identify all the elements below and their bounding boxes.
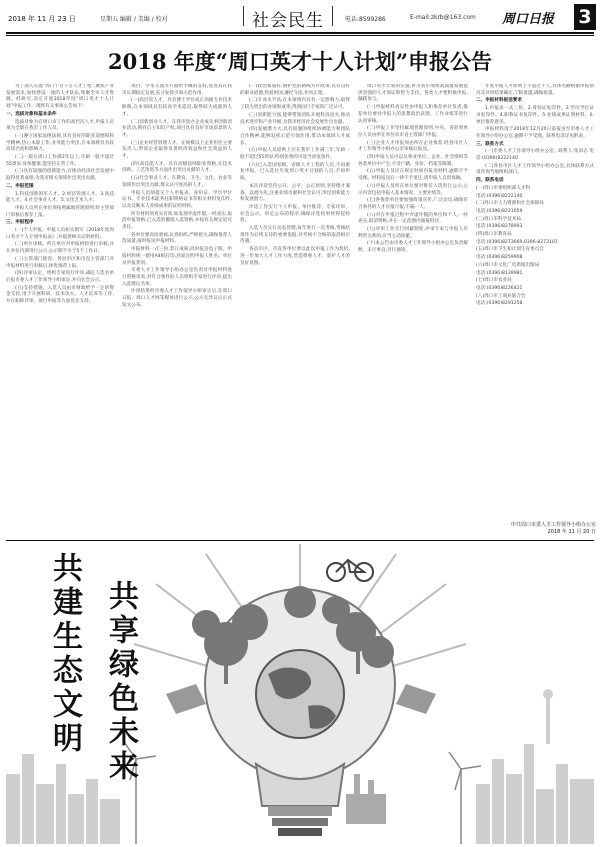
body-paragraph: (九)评审工作实行回避制度,评审专家与申报人有利害关系的,应当主动回避。 <box>358 227 468 239</box>
header-rule <box>6 32 594 34</box>
slogan-left: 共建生态文明 <box>47 552 82 756</box>
body-paragraph: (二)一般在周口工作满3年以上,年龄一般不超过55周岁,身体健康,能坚持正常工作。 <box>6 155 114 167</box>
article-headline: 2018 年度“周口英才十人计划”申报公告 <box>108 49 492 74</box>
contact-phone: 电话:8599286 <box>345 16 386 23</box>
contact-line: (七)周口市农业局 <box>476 278 512 284</box>
body-paragraph: (二)各县市区人才工作领导小组办公室,具体联系方式请咨询当地组织部门。 <box>476 163 594 176</box>
body-paragraph: 入选人员实行动态管理,每年进行一次考核,考核结果作为后续支持的重要依据,对考核不合格的取消相应待遇。 <box>240 226 350 245</box>
globe-icon <box>256 650 344 738</box>
article-column-1 <box>6 84 114 539</box>
body-paragraph: 选拔对象为在周口市工作的高层次人才,申报人员须为全职在我市工作人员。 <box>6 119 114 132</box>
body-paragraph: 本次评选坚持公开、公平、公正原则,坚持德才兼备、以德为先,注重业绩贡献和社会认可,突出创新能力和发展潜力。 <box>240 183 350 203</box>
contact-line: (二)周口市人力资源和社会保障局 <box>476 201 544 207</box>
body-paragraph: (三)企业人才申报须由所在企业推荐,经县市区人才工作领导小组办公室审核后报送。 <box>358 140 468 153</box>
section-subheading: 二、申报材料报送要求 <box>476 98 522 104</box>
body-paragraph: (五)社会事业人才。在教育、卫生、文化、农业等领域作出突出贡献,群众认可度高的人才。 <box>122 176 232 188</box>
bicycle-icon <box>327 560 373 581</box>
body-paragraph: (五)支持措施。入选人员由市财政给予一定的资金支持,用于开展科研、技术攻关、人才培养等工作,并在职称评审、项目申报等方面优先支持。 <box>6 285 114 305</box>
editor-credits: 星期五 编辑 / 美编 / 校对 <box>100 16 168 23</box>
section-subheading: 三、联系方式 <box>476 141 504 147</box>
article-column-2 <box>122 84 232 539</box>
body-paragraph: 项目、学术交流等方面给予倾斜支持,促进其在我市长期稳定发展,充分发挥引领示范作用。 <box>122 84 232 96</box>
body-paragraph: 申报材料请于2018年12月20日前报送至市委人才工作领导小组办公室,逾期不予受理。联系电话详见附表。 <box>476 127 594 139</box>
body-paragraph: (十)本公告由市委人才工作领导小组办公室负责解释。未尽事宜,另行通知。 <box>358 241 468 254</box>
body-paragraph: (一)市委人才工作领导小组办公室。联系人:张同志 电话:(0396)8222140 <box>476 149 594 162</box>
contact-line: (六)周口市文化广电新闻出版局 <box>476 262 540 268</box>
body-paragraph: (二)申报工作坚持属地管理原则,中央、省驻周单位人员由所在单位向市直主管部门申报。 <box>358 126 468 138</box>
body-paragraph: (一)个人申报。申报人员如实填写《2018年度周口英才十人计划申报表》,并提供相关证明材料。 <box>6 228 114 240</box>
body-paragraph: (一)遵守国家法律法规,具有良好的职业道德和科学精神,热心本职工作,业务能力突出,在本领域具有较高知名度和影响力。 <box>6 133 114 153</box>
body-paragraph: (三)创新能力强,能够带领团队开展科技攻关,推动技术进步和产业升级,为我市经济社会发展作出贡献。 <box>240 112 350 125</box>
section-title: 社会民生 <box>243 6 333 26</box>
contact-line: (五)周口市卫生和计划生育委员会 <box>476 247 544 253</box>
body-paragraph: (五)申报人员应在规定时间内报送材料,逾期不予受理。材料报送后一律不予退还,请申报人自留底稿。 <box>358 169 468 182</box>
factory-icon <box>346 774 386 824</box>
body-paragraph: 申报人员所在单位须按照属地管理原则,经主管部门审核后推荐上报。 <box>6 205 114 218</box>
body-paragraph: (三)具有较强的创新能力,在推动经济社会发展中取得显著成绩,为我市相关领域作出突出贡献。 <box>6 169 114 182</box>
page-header <box>0 0 600 34</box>
body-paragraph: 评审结果经市委人才工作领导小组审定后,在周口日报、周口人才网等媒体进行公示,公示无异议后正式发文公布。 <box>122 289 232 308</box>
article-column-3 <box>240 84 350 539</box>
body-paragraph: 评选工作实行个人申报、单位推荐、专家评审、社会公示、审定公布的程序,确保评选结果经得起检验。 <box>240 204 350 224</box>
body-paragraph: 市委人才工作领导小组办公室负责对申报材料进行资格审查,对符合条件的人员组织专家进行评审,提出入选建议名单。 <box>122 268 232 287</box>
body-paragraph: (四)高技能人才。具有高级技师职业资格,在技术创新、工艺改进等方面作出突出贡献的人才。 <box>122 161 232 174</box>
contact-line: (四)周口市教育局 <box>476 232 512 238</box>
body-paragraph: (二)专业水平高,在本领域内具有一定影响力,取得了较为突出的业绩和成果,得到同行专家的广泛认可。 <box>240 98 350 111</box>
contact-line: 电话:(0396)8259908 <box>476 255 523 261</box>
city-skyline-right <box>476 689 594 844</box>
contact-line: 电话:(0396)8139981 <box>476 270 523 276</box>
body-paragraph: 申报材料一式三份,装订成册,同时报送电子版。申报材料统一使用A4纸打印,封面注明申报人姓名、单位及申报类别。 <box>122 247 232 266</box>
body-paragraph: 所有材料须真实有效,如发现弄虚作假,一经查实,取消申报资格,已入选的撤销入选资格,并按有关规定追究责任。 <box>122 211 232 231</box>
section-subheading: 二、申报范围 <box>6 183 34 189</box>
body-paragraph: (一)政治素质好,拥护党的路线方针政策,具有良好的职业道德,热爱祖国,遵纪守法,作风正派。 <box>240 84 350 96</box>
body-paragraph: (二)创新创业人才。在我市创办企业或从事创新创业活动,拥有自主知识产权,项目具有良好市场前景的人才。 <box>122 119 232 138</box>
contact-line: 电话:(0396)8278903 <box>476 224 523 230</box>
section-subheading: 四、联系电话 <box>476 178 504 184</box>
body-paragraph: 1.申报表一式三份。2.身份证复印件。3.学历学位证书复印件。4.职称证书复印件。5.业绩成果证明材料。6.单位推荐意见。 <box>476 106 594 125</box>
article-signoff <box>488 522 596 536</box>
contact-line: (八)周口市工商业联合会 <box>476 293 526 299</box>
slogan-right: 共享绿色未来 <box>103 580 138 784</box>
signoff-org: 中共周口市委人才工作领导小组办公室 <box>510 522 596 528</box>
contact-line: 电话:(0396)8221059 <box>476 208 523 214</box>
body-paragraph: (四)评审认定。组织专家进行评审,确定人选名单后报市委人才工作领导小组审定,并向社会公示。 <box>6 271 114 283</box>
body-paragraph: 申报人员须提交个人申报表、身份证、学历学位证书、专业技术职务任职资格证书等相关材料复印件,以及反映本人业绩成果的证明材料。 <box>122 190 232 209</box>
newspaper-masthead: 周口日报 <box>502 12 555 27</box>
body-paragraph: 年度申报人才原则上不超过十人,具体名额根据申报情况及评审结果确定,宁缺毋滥,确保质量。 <box>476 84 594 96</box>
article-column-4 <box>358 84 468 539</box>
body-paragraph: (六)申报人员所在单位要对推荐人选进行公示,公示内容包括申报人基本情况、主要业绩等。 <box>358 183 468 196</box>
body-paragraph: 各县市区、市直各单位要以此次申报工作为契机,进一步加大人才工作力度,营造尊重人才、爱护人才的良好氛围。 <box>240 247 350 266</box>
body-paragraph: 各单位要高度重视,认真组织,严格把关,确保推荐人选质量,按时报送申报材料。 <box>122 232 232 245</box>
poster-divider <box>6 540 594 541</box>
body-paragraph: 周口英才计划的实施,将为我市加快高质量发展提供坚强的人才保证和智力支持。各类人才要积极申报,踊跃参与。 <box>358 84 468 103</box>
body-paragraph: (八)对在申报过程中弄虚作假的单位和个人,一经查实,取消资格,并在一定范围内通报批评。 <box>358 212 468 225</box>
body-paragraph: (四)申报人员可以从事业单位、企业、社会组织等各类单位中产生,不受户籍、身份、档案等限制。 <box>358 155 468 167</box>
contact-line: (一)周口市委组织部人才科 <box>476 185 531 191</box>
body-paragraph: (五)申报人员原则上应在我市工作满三年,年龄一般不超过55周岁,特别优秀的可适当放宽条件。 <box>240 148 350 161</box>
signoff-date: 2018 年 11 月 20 日 <box>547 529 596 535</box>
page-number: 3 <box>574 4 596 30</box>
header-rule-thin <box>6 35 594 36</box>
contact-line: 电话:(0396)8291258 <box>476 301 523 307</box>
section-subheading: 一、选拔对象和基本条件 <box>6 111 57 117</box>
eco-poster <box>6 544 594 844</box>
body-paragraph: (七)各推荐单位要加强政策宣传,广泛动员,确保符合条件的人才应报尽报,不漏一人。 <box>358 198 468 210</box>
body-paragraph: (一)高层次人才。具有博士学位或正高级专业技术职称,在本领域具有较高学术造诣,取得较大成就的人才。 <box>122 98 232 117</box>
body-paragraph: (二)单位审核。所在单位对申报材料进行审核,并在单位内部进行公示,公示期不少于5个工作日。 <box>6 242 114 255</box>
body-paragraph: (六)已入选国家级、省级人才工程的人员,不再重复申报。已入选往年度周口英才计划的人员,不再申报。 <box>240 162 350 182</box>
body-paragraph: 1.科技创新领军人才。2.经济管理人才。3.高技能人才。4.社会事业人才。5.文化艺术人才。 <box>6 191 114 204</box>
contact-line: 电话:(0396)8226421 <box>476 285 523 291</box>
contact-line: 电话:(0396)8222140 <box>476 193 523 199</box>
body-paragraph: (一)申报材料真实性由申报人和推荐单位负责,推荐单位要对申报人的思想政治表现、工作业绩等进行认真审核。 <box>358 105 468 124</box>
contact-line: 电话:(0396)8273669,0396-8273107 <box>476 239 558 245</box>
lightbulb-illustration <box>6 544 594 844</box>
body-paragraph: (三)主管部门推荐。各县市区和市直主管部门对申报材料进行审核后,择优推荐上报。 <box>6 256 114 269</box>
article-column-5 <box>476 84 594 516</box>
body-paragraph: (三)企业经营管理人才。在规模以上企业担任主要负责人,带领企业取得显著经济效益和社会效益的人才。 <box>122 140 232 160</box>
contact-email: E-mail:zkrb@163.com <box>410 14 476 21</box>
body-paragraph: (四)发展潜力大,具有较强的组织协调能力和团队合作精神,能够发挥示范引领作用,带动本领域人才成长。 <box>240 127 350 146</box>
body-paragraph: 为了深入实施“周口十百千万人才工程”,聚焦产业发展需求,加快建设一流的人才队伍,集聚全市人才资源。经研究,决定开展2018年度“周口英才十人计划”申报工作。现将有关事项公告如下: <box>6 84 114 110</box>
issue-date: 2018 年 11 月 23 日 <box>8 15 76 23</box>
contact-line: (三)周口市科学技术局 <box>476 216 521 222</box>
section-subheading: 三、申报程序 <box>6 220 34 226</box>
